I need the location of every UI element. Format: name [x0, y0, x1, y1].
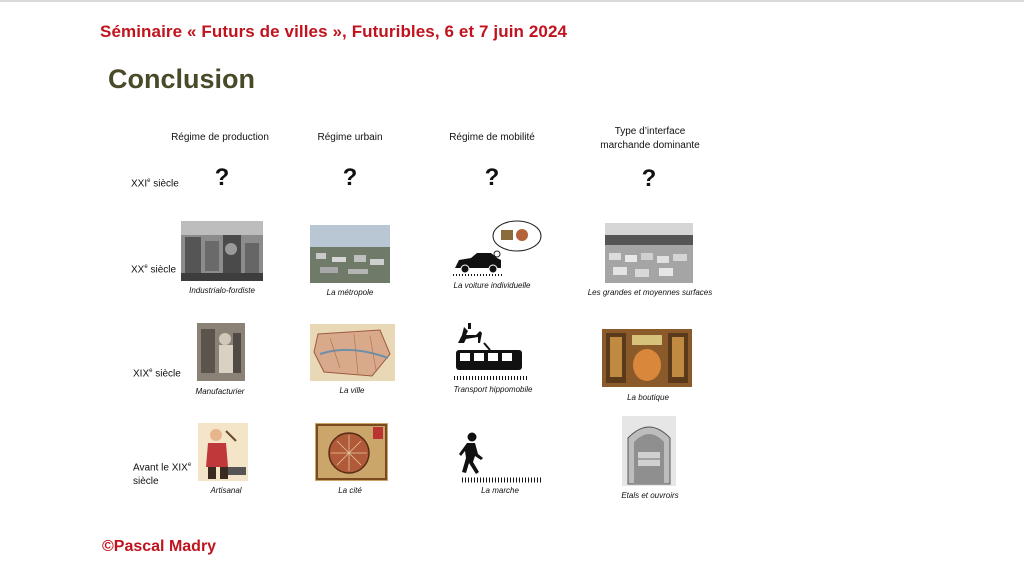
caption-transport-hippomobile: Transport hippomobile — [453, 385, 533, 394]
supermarket-photo — [605, 223, 693, 283]
car-thought-icon — [453, 218, 543, 278]
row-label-xx — [131, 260, 176, 277]
row-label-xxi — [131, 174, 179, 191]
row-label-avant-sup: e — [187, 462, 192, 468]
question-mark-production: ? — [214, 164, 230, 191]
col-head-urbain: Régime urbain — [317, 132, 383, 143]
row-label-xix-text: XIX — [133, 368, 150, 380]
row-label-xix-sup: e — [149, 368, 153, 374]
row-label-xx-rest: siècle — [147, 264, 177, 276]
col-head-mobilite: Régime de mobilité — [449, 132, 535, 143]
caption-industrialo-fordiste: Industrialo-fordiste — [189, 286, 255, 295]
col-head-interface-line1: Type d’interface — [614, 126, 686, 137]
question-mark-interface: ? — [641, 165, 657, 192]
row-label-xix — [133, 364, 181, 381]
question-mark-urbain: ? — [342, 164, 358, 191]
slide-title: Conclusion — [108, 64, 255, 94]
row-label-xx-text: XX — [131, 264, 145, 276]
cite-map — [315, 423, 388, 481]
row-label-avant — [133, 458, 191, 489]
row-label-xxi-rest: siècle — [150, 178, 179, 190]
col-head-production: Régime de production — [171, 132, 269, 143]
copyright-footer: ©Pascal Madry — [102, 538, 217, 555]
row-label-xxi-text: XXI — [131, 178, 148, 190]
caption-manufacturier: Manufacturier — [195, 387, 245, 396]
manufacturier-photo — [197, 323, 245, 381]
row-label-xxi-sup: e — [147, 178, 151, 184]
seminar-header: Séminaire « Futurs de villes », Futuribles, 6 et 7 juin 2024 — [100, 22, 568, 41]
etals-engraving — [622, 416, 676, 486]
walking-person-icon — [458, 432, 544, 484]
ville-map — [310, 324, 395, 381]
factory-photo — [181, 221, 263, 281]
caption-la-cite: La cité — [338, 486, 362, 495]
boutique-photo — [602, 329, 692, 387]
row-label-avant-rest: siècle — [133, 476, 159, 488]
row-label-xx-sup: e — [144, 264, 148, 270]
caption-la-metropole: La métropole — [326, 288, 374, 297]
row-label-xix-rest: siècle — [152, 368, 181, 380]
top-divider — [0, 0, 1024, 2]
question-mark-mobilite: ? — [484, 164, 500, 191]
caption-etals-et-ouvroirs: Etals et ouvroirs — [621, 491, 679, 500]
caption-la-ville: La ville — [339, 386, 365, 395]
caption-artisanal: Artisanal — [210, 486, 242, 495]
caption-la-boutique: La boutique — [627, 393, 669, 402]
row-label-avant-text: Avant le XIX — [133, 462, 188, 474]
artisanal-illustration — [198, 423, 248, 481]
horse-tram-icon — [454, 323, 530, 383]
caption-la-voiture-individuelle: La voiture individuelle — [453, 281, 531, 290]
caption-grandes-moyennes-surfaces: Les grandes et moyennes surfaces — [587, 288, 713, 297]
col-head-interface — [580, 125, 720, 153]
metropole-photo — [310, 225, 390, 283]
caption-la-marche: La marche — [481, 486, 519, 495]
col-head-interface-line2: marchande dominante — [600, 140, 700, 151]
